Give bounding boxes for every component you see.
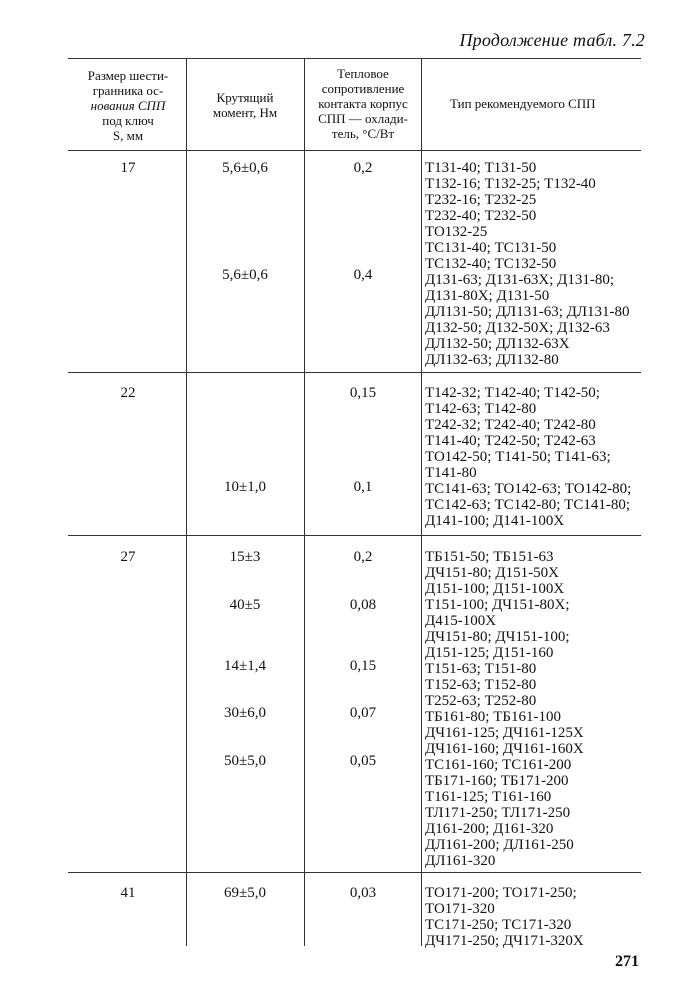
size-cell: 41 [120, 885, 136, 901]
header-size: Размер шести- гранника ос- нования СПП под ключ S, мм [87, 68, 169, 143]
thermal-cell: 0,15 [349, 658, 377, 674]
header-bottom-rule [68, 150, 641, 151]
group-divider [68, 372, 641, 373]
thermal-cell: 0,2 [353, 549, 373, 565]
type-cell: ТС141-63; ТО142-63; ТО142-80; ТС142-63; ТС142-80; ТС141-80; Д141-100; Д141-100Х [425, 481, 632, 529]
type-cell: ТС161-160; ТС161-200 ТБ171-160; ТБ171-200 Т161-125; Т161-160 ТЛ171-250; ТЛ171-250 Д161-200; Д161-320 ДЛ161-200; ДЛ161-250 ДЛ161-320 [425, 757, 574, 869]
type-cell: ТБ151-50; ТБ151-63 ДЧ151-80; Д151-50Х Д151-100; Д151-100Х [425, 549, 565, 597]
table-top-rule [68, 58, 641, 59]
header-torque: Крутящий момент, Нм [212, 90, 278, 120]
group-divider [68, 872, 641, 873]
header-type: Тип рекомендуемого СПП [450, 96, 596, 111]
type-cell: Т151-63; Т151-80 Т152-63; Т152-80 Т252-63; Т252-80 [425, 661, 537, 709]
column-divider [421, 58, 422, 946]
thermal-cell: 0,05 [349, 753, 377, 769]
type-cell: Т151-100; ДЧ151-80Х; Д415-100Х ДЧ151-80; ДЧ151-100; Д151-125; Д151-160 [425, 597, 570, 661]
thermal-cell: 0,1 [353, 479, 373, 495]
continuation-caption: Продолжение табл. 7.2 [459, 30, 645, 50]
thermal-cell: 0,4 [353, 267, 373, 283]
thermal-cell: 0,08 [349, 597, 377, 613]
torque-cell: 40±5 [229, 597, 261, 613]
header-thermal: Тепловое сопротивление контакта корпус СПП — охлади- тель, °C/Вт [318, 66, 408, 141]
thermal-cell: 0,15 [349, 385, 377, 401]
torque-cell: 14±1,4 [224, 658, 266, 674]
type-cell: ТО171-200; ТО171-250; ТО171-320 ТС171-250; ТС171-320 ДЧ171-250; ДЧ171-320Х [425, 885, 584, 949]
size-cell: 27 [120, 549, 136, 565]
size-cell: 22 [120, 385, 136, 401]
torque-cell: 15±3 [229, 549, 261, 565]
type-cell: ТБ161-80; ТБ161-100 ДЧ161-125; ДЧ161-125Х ДЧ161-160; ДЧ161-160Х [425, 709, 584, 757]
torque-cell: 50±5,0 [224, 753, 266, 769]
group-divider [68, 535, 641, 536]
size-cell: 17 [120, 160, 136, 176]
torque-cell: 10±1,0 [224, 479, 266, 495]
type-cell: Д131-63; Д131-63Х; Д131-80; Д131-80Х; Д131-50 ДЛ131-50; ДЛ131-63; ДЛ131-80 Д132-50; Д132-50Х; Д132-63 ДЛ132-50; ДЛ132-63Х ДЛ132-63; ДЛ132-80 [425, 272, 630, 368]
torque-cell: 5,6±0,6 [222, 160, 268, 176]
type-cell: Т142-32; Т142-40; Т142-50; Т142-63; Т142-80 Т242-32; Т242-40; Т242-80 Т141-40; Т242-50; Т242-63 ТО142-50; Т141-50; Т141-63; Т141-80 [425, 385, 611, 481]
thermal-cell: 0,2 [353, 160, 373, 176]
thermal-cell: 0,07 [349, 705, 377, 721]
column-divider [186, 58, 187, 946]
type-cell: Т131-40; Т131-50 Т132-16; Т132-25; Т132-40 Т232-16; Т232-25 Т232-40; Т232-50 ТО132-25 ТС131-40; ТС131-50 ТС132-40; ТС132-50 [425, 160, 596, 272]
column-divider [304, 58, 305, 946]
thermal-cell: 0,03 [349, 885, 377, 901]
torque-cell: 69±5,0 [224, 885, 266, 901]
torque-cell: 5,6±0,6 [222, 267, 268, 283]
page-number: 271 [615, 953, 639, 970]
torque-cell: 30±6,0 [224, 705, 266, 721]
